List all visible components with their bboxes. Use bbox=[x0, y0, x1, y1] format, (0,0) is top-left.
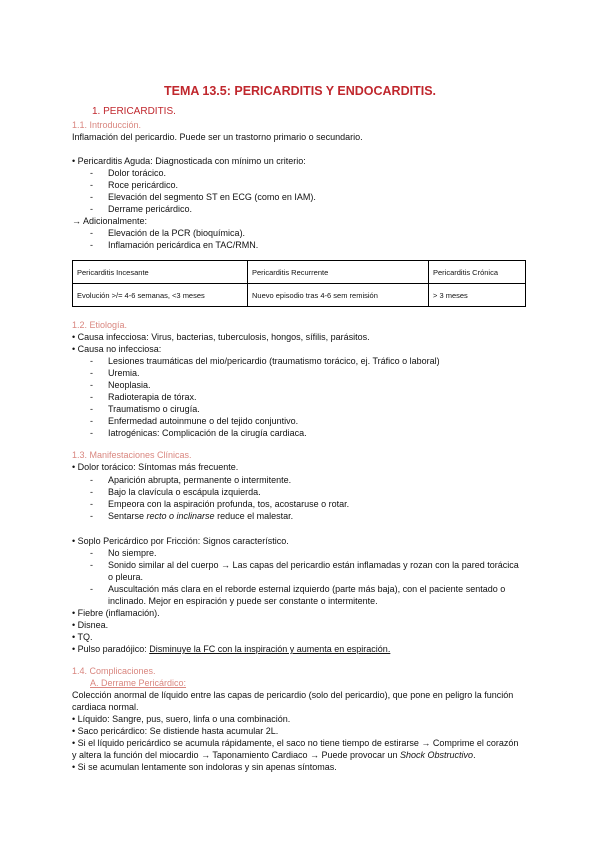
paragraph-line: • Si se acumulan lentamente son indoloras y sin apenas síntomas. bbox=[72, 762, 337, 772]
italic-text: recto o inclinarse bbox=[146, 511, 215, 521]
adicional-text: → Adicionalmente: bbox=[72, 216, 148, 226]
dash-icon: - bbox=[90, 428, 93, 438]
dash-icon: - bbox=[90, 392, 93, 402]
list-item: Elevación del segmento ST en ECG (como en IAM). bbox=[108, 192, 316, 202]
dash-icon: - bbox=[90, 404, 93, 414]
paragraph-line: cardiaca normal. bbox=[72, 702, 139, 712]
subheading-etiologia: 1.2. Etiología. bbox=[72, 320, 128, 330]
subheading-manifestaciones: 1.3. Manifestaciones Clínicas. bbox=[72, 450, 192, 460]
list-item: Traumatismo o cirugía. bbox=[108, 404, 200, 414]
list-item: Sonido similar al del cuerpo → Las capas del pericardio están inflamadas y rozan con la pared torácica bbox=[108, 560, 519, 570]
paragraph-line: • Líquido: Sangre, pus, suero, linfa o una combinación. bbox=[72, 714, 291, 724]
table-header-cell: Pericarditis Crónica bbox=[429, 261, 526, 284]
italic-text: Shock Obstructivo bbox=[400, 750, 474, 760]
table-cell: Nuevo episodio tras 4-6 sem remisión bbox=[248, 284, 429, 307]
dash-icon: - bbox=[90, 228, 93, 238]
subheading-derrame: A. Derrame Pericárdico: bbox=[90, 678, 187, 688]
paragraph-line: Colección anormal de líquido entre las capas de pericardio (solo del pericardio), que pone en peligro la función bbox=[72, 690, 514, 700]
page-title: TEMA 13.5: PERICARDITIS Y ENDOCARDITIS. bbox=[163, 84, 437, 98]
dash-icon: - bbox=[90, 548, 93, 558]
table-row bbox=[73, 261, 526, 284]
table-cell: > 3 meses bbox=[429, 284, 526, 307]
list-item: Neoplasia. bbox=[108, 380, 151, 390]
fiebre-text: • Fiebre (inflamación). bbox=[72, 608, 160, 618]
list-item-sentarse bbox=[108, 511, 293, 522]
list-item: Lesiones traumáticas del mio/pericardio (traumatismo torácico, ej. Tráfico o laboral) bbox=[108, 356, 440, 366]
text-run: . bbox=[473, 750, 476, 760]
dash-icon: - bbox=[90, 416, 93, 426]
table-row bbox=[73, 284, 526, 307]
no-infecciosa-text: • Causa no infecciosa: bbox=[72, 344, 162, 354]
intro-text: Inflamación del pericardio. Puede ser un trastorno primario o secundario. bbox=[72, 132, 363, 142]
dash-icon: - bbox=[90, 356, 93, 366]
paragraph-line-taponamiento bbox=[72, 750, 476, 761]
dash-icon: - bbox=[90, 168, 93, 178]
dash-icon: - bbox=[90, 368, 93, 378]
text-run: reduce el malestar. bbox=[214, 511, 294, 521]
list-item: Bajo la clavícula o escápula izquierda. bbox=[108, 487, 261, 497]
dash-icon: - bbox=[90, 560, 93, 570]
dash-icon: - bbox=[90, 240, 93, 250]
text-run: • Pulso paradójico: bbox=[72, 644, 150, 654]
dash-icon: - bbox=[90, 511, 93, 521]
dash-icon: - bbox=[90, 204, 93, 214]
list-item: Iatrogénicas: Complicación de la cirugía cardiaca. bbox=[108, 428, 307, 438]
section-heading-pericarditis: 1. PERICARDITIS. bbox=[92, 106, 176, 117]
list-item: Radioterapia de tórax. bbox=[108, 392, 197, 402]
table-header-cell: Pericarditis Recurrente bbox=[248, 261, 429, 284]
list-item: Empeora con la aspiración profunda, tos, acostaruse o rotar. bbox=[108, 499, 350, 509]
dash-icon: - bbox=[90, 380, 93, 390]
dash-icon: - bbox=[90, 192, 93, 202]
list-item: Dolor torácico. bbox=[108, 168, 167, 178]
aguda-text: • Pericarditis Aguda: Diagnosticada con mínimo un criterio: bbox=[72, 156, 306, 166]
tq-text: • TQ. bbox=[72, 632, 93, 642]
list-item: Roce pericárdico. bbox=[108, 180, 179, 190]
pericarditis-types-table bbox=[72, 260, 526, 307]
underlined-text: Disminuye la FC con la inspiración y aumenta en espiración. bbox=[149, 644, 391, 654]
list-item: Derrame pericárdico. bbox=[108, 204, 193, 214]
infecciosa-text: • Causa infecciosa: Virus, bacterias, tuberculosis, hongos, sífilis, parásitos. bbox=[72, 332, 370, 342]
dash-icon: - bbox=[90, 584, 93, 594]
subheading-introduccion: 1.1. Introducción. bbox=[72, 120, 142, 130]
disnea-text: • Disnea. bbox=[72, 620, 109, 630]
list-item: Uremia. bbox=[108, 368, 140, 378]
dolor-text: • Dolor torácico: Síntomas más frecuente. bbox=[72, 462, 239, 472]
subheading-complicaciones: 1.4. Complicaciones. bbox=[72, 666, 156, 676]
list-item: Enfermedad autoinmune o del tejido conjuntivo. bbox=[108, 416, 299, 426]
soplo-text: • Soplo Pericárdico por Fricción: Signos característico. bbox=[72, 536, 289, 546]
dash-icon: - bbox=[90, 499, 93, 509]
pulso-text bbox=[72, 644, 390, 655]
list-item: Auscultación más clara en el reborde esternal izquierdo (parte más baja), con el paciente sentado o bbox=[108, 584, 506, 594]
dash-icon: - bbox=[90, 475, 93, 485]
dash-icon: - bbox=[90, 180, 93, 190]
list-item-continuation: inclinado. Mejor en espiración y puede ser constante o intermitente. bbox=[108, 596, 378, 606]
table-cell: Evolución >/= 4-6 semanas, <3 meses bbox=[73, 284, 248, 307]
list-item: No siempre. bbox=[108, 548, 157, 558]
table-header-cell: Pericarditis Incesante bbox=[73, 261, 248, 284]
dash-icon: - bbox=[90, 487, 93, 497]
paragraph-line: • Saco pericárdico: Se distiende hasta acumular 2L. bbox=[72, 726, 279, 736]
text-run: y altera la función del miocardio → Taponamiento Cardiaco → Puede provocar un bbox=[72, 750, 401, 760]
list-item: Inflamación pericárdica en TAC/RMN. bbox=[108, 240, 259, 250]
list-item-continuation: o pleura. bbox=[108, 572, 144, 582]
paragraph-line: • Si el líquido pericárdico se acumula rápidamente, el saco no tiene tiempo de estirarse → Comprime el corazón bbox=[72, 738, 519, 748]
list-item: Aparición abrupta, permanente o intermitente. bbox=[108, 475, 292, 485]
text-run: Sentarse bbox=[108, 511, 147, 521]
list-item: Elevación de la PCR (bioquímica). bbox=[108, 228, 246, 238]
